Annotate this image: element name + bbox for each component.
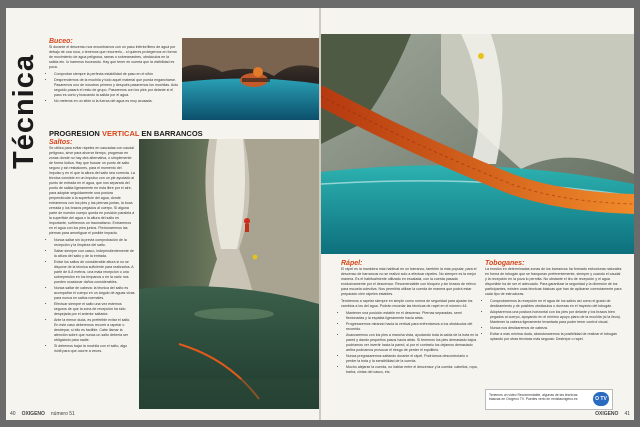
rope-waterfall-photo [321,34,634,254]
rapel-text: El rápel es la maniobra más habitual en un barranco, también la más popular, para el descenso de barrancos no se realizó solo a efectuar rápeles. No siempre es la mejor manera. Es el habitualmente utilizado en escalada, con la cuerda pasada exclusivamente por el descensor. Recomendable con bloqueo y sin brazos de relevo para escuela colectiva. Nos permitirá utilizar la cuerda de manera que podrá estar preparado cien rápeles estables. Tendremos a rapelar siempre en simple como norma de seguridad para ajustar los cambios a los del agua. Podrán recordar las técnicas de rapel en el número 44. • Mantener una posición estable en el descenso. Piernas separadas, semi flexionadas y la espalda ligeramente hacia atrás. • Progresaremos mirando hacia la vertical para enfrentarnos a los obstáculos del recorrido. • Avanzaremos con los pies a mancha vista, ayudando toda la caída de la bota en la pared y dando pequeños pasos hacia atrás. Si tenemos los pies demasiado bajos podríamos ver invertir hacia la pared, si por el contrario los dejamos demasiado arriba podríamos provocar el riesgo de perder el equilibrio. • Nunca pregrasaremos saltando durante el rápel. Podríamos descontrolarlo o perder la bota y la sensibilidad de la cuerda. • Mucho alejarse la cuerda, no hablar entre el descensor y la cuerda: cabellos, ropa, barba, cintas del casco, etc. [341,267,479,375]
left-footer: 40 OXIGENO número 51 [10,411,75,417]
video-note-text: Tenemos un video Recomendable, algunas de las técnicas básicas en Oxígeno TV. Puedes verlo en revistaoxigeno.es [489,393,578,402]
saltos-heading: Saltos: [49,139,73,146]
vertical-title: Técnica [8,54,40,169]
cave-swim-photo [182,38,319,120]
video-note-box [485,389,613,410]
saltos-text: Se utiliza para evitar rápeles en cascadas con caudal peligroso, sirve para ahorrar tiempo, progresar en zonas donde no hay otra alternativa, o simplemente de forma lúdica. Hay que buscar un punto de salto seguro y sin resbalones, para el momento del impulso y en el que la altura del salto sea correcta. La técnica consiste en un impulso con un pie ayudado al punto de entrada en el agua, que nos separará del punto de salida ligeramente en esta libre por el aire, para adoptar seguidamente una postura perpendicular a la superficie del agua, donde entraremos con los pies y las piernas juntas, la boca cerrada y los brazos pegados al cuerpo. Si alguna parte de nuestro cuerpo queda en posición paralela a la superficie del agua o la altura del salto es importante, sufriremos un traumatismo. Entraremos en el agua con los pies juntos. Flexionaremos las piernas para amortiguar el posible impacto. • Nunca saltar sin la previa comprobación de la recepción y la limpieza del salto. • Saltar siempre con casco, independientemente de la altura del salto y de la entrada. • Evitar los saltos de considerable altura si no se dispone de la técnica suficiente para realizarlos. A partir de 6-8 metros, una mala recepción o una sobrepresión en los tímpanos o en la nariz nos pueden ocasionar daños considerables. • Nunca saltar de cabeza: la técnica del salto es acompañar el cuerpo en un ángulo de aguas vivas para nunca en saltos normales. • Efectuar siempre el salto una vez estemos seguros de que la zona de recepción ha sido despejada por el anterior saltador. • Ante la menor duda, es preferible evitar el salto. En este caso deberemos recurrir a rapelar o destrepar, si ello es factible. Cabe llamar la atención sobre que nunca un salto debería ser obligatorio para nadie. • Si debemos bajar la mochila con el salto, algo inútil para que ocurre a veces. [49,146,135,354]
right-footer: OXIGENO 41 [595,411,630,417]
oxigeno-tv-logo: O TV [593,392,609,406]
toboganes-text: La erosión en determinadas zonas de los barrancos ha formado estructuras naturales en forma de tobogán que se franquean preferentemente, siempre y cuando el caudal y la recepción en la poza lo permita. No obstante el tiro de recepción y el agua disponible ha de ser el adecuado. Para garantizar la seguridad y la diversión de los participantes, existen unas técnicas básicas que han de aplicarse correctamente para cada tipo de estructuras. • Comprobaremos la recepción en el agua de los saltos así como el grado de deslizamiento y de posibles obstáculos o durezas en el trayecto del tobogán. • Adoptaremos una postura horizontal con los pies por delante y los brazos bien pegados al cuerpo, apoyando en el mínimo apoyo plano de la mochila (si la lleva). Mantener la cabeza ligeramente levantada para poder tener control visual. • Nunca nos deslizaremos de cabeza. • Evitar a más mínima duda, abandonaremos la posibilidad de realizar el tobogán optando por otras técnicas más seguras: Destrepe o rapel. [485,267,623,342]
saltos-section [49,139,135,355]
toboganes-heading: Toboganes: [485,260,525,267]
section-title: PROGRESION VERTICAL EN BARRANCOS [49,129,203,138]
right-page [321,8,634,420]
left-page [6,8,319,420]
toboganes-section [485,260,623,343]
canyon-jump-photo [139,139,319,409]
rapel-heading: Rápel: [341,260,363,267]
buceo-text: Si durante el descenso nos encontramos con un paso inferior/lleno de agua por debajo de una roca, o tenemos que recorrerlo... si quieres protegernos en forma de movimiento de agua peligrosa, ramas o sobrearrastres, obstáculos en la salida etc. lo haremos buceando. Hay que tener en cuenta que la visibilidad es poca. • Comprobar siempre la perfecta estabilidad de paso en el sifón • Desprendernos de la mochila y todo aquel material que pueda engancharse. Pasaremos uno de nosotros primero y después pasaremos los mochilas. Acto seguido pasará el resto de grupo. Pasaremos con los pies por delante si el paso es corto y buscando la salida por el agua. • No meteros en un sifón si la fuerza del agua es muy acusada. [49,45,179,104]
buceo-section [49,38,179,105]
buceo-heading: Buceo: [49,38,73,45]
rapel-section [341,260,479,376]
